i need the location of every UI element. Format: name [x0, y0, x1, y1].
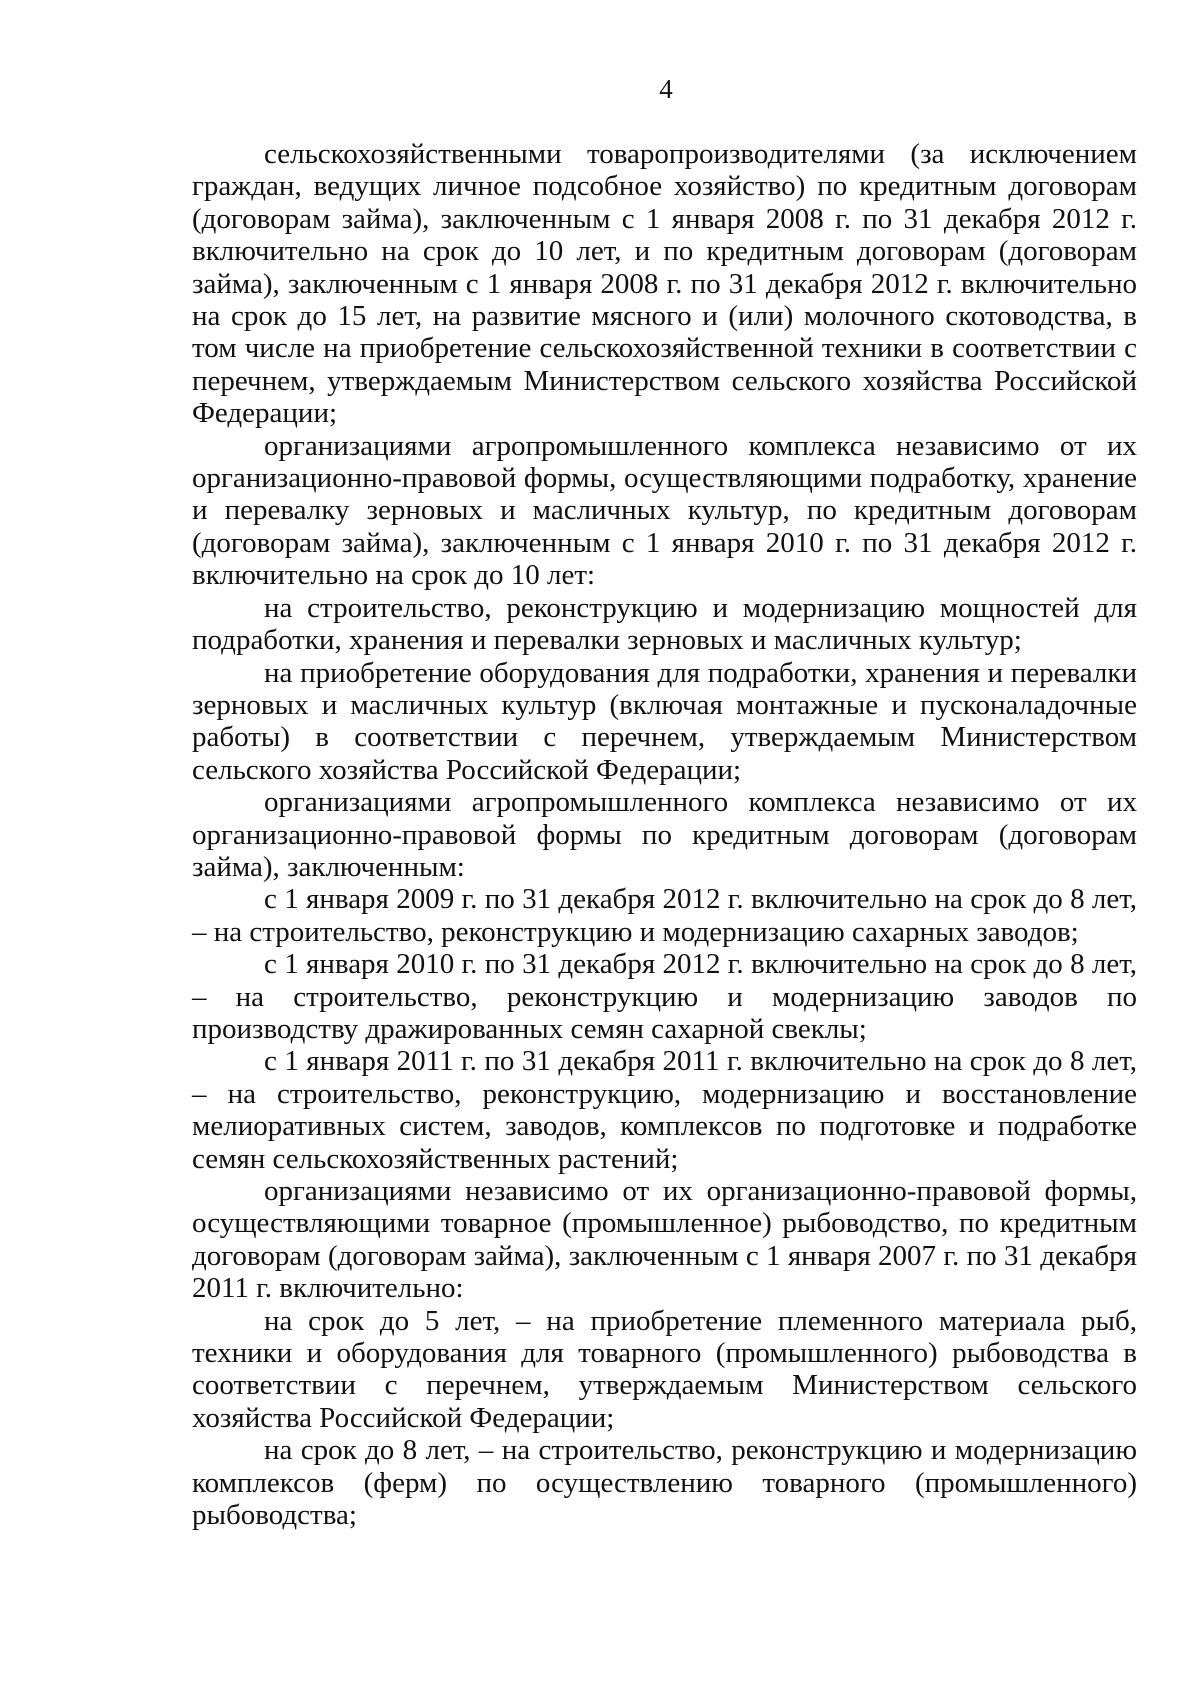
paragraph-1: сельскохозяйственными товаропроизводителями (за исключением граждан, ведущих личное подсобное хозяйство) по кредитным договорам (договорам займа), заключенным с 1 января 2008 г. по 31 декабря 2012 г. включительно на срок до 10 лет, и по кредитным договорам (договорам займа), заключенным с 1 января 2008 г. по 31 декабря 2012 г. включительно на срок до 15 лет, на развитие мясного и (или) молочного скотоводства, в том числе на приобретение сельскохозяйственной техники в соответствии с перечнем, утверждаемым Министерством сельского хозяйства Российской Федерации; — [192, 138, 1137, 430]
paragraph-3: на строительство, реконструкцию и модернизацию мощностей для подработки, хранения и перевалки зерновых и масличных культур; — [192, 591, 1137, 657]
paragraph-8: с 1 января 2011 г. по 31 декабря 2011 г. включительно на срок до 8 лет, – на строительство, реконструкцию, модернизацию и восстановление мелиоративных систем, заводов, комплексов по подготовке и подработке семян сельскохозяйственных растений; — [192, 1045, 1137, 1175]
page-number: 4 — [659, 74, 673, 104]
paragraph-9: организациями независимо от их организационно-правовой формы, осуществляющими товарное (промышленное) рыбоводство, по кредитным договорам (договорам займа), заключенным с 1 января 2007 г. по 31 декабря 2011 г. включительно: — [192, 1175, 1137, 1305]
paragraph-4: на приобретение оборудования для подработки, хранения и перевалки зерновых и масличных культур (включая монтажные и пусконаладочные работы) в соответствии с перечнем, утверждаемым Министерством сельского хозяйства Российской Федерации; — [192, 656, 1137, 786]
document-body — [192, 138, 1137, 1531]
paragraph-6: с 1 января 2009 г. по 31 декабря 2012 г. включительно на срок до 8 лет, – на строительство, реконструкцию и модернизацию сахарных заводов; — [192, 883, 1137, 948]
paragraph-2: организациями агропромышленного комплекса независимо от их организационно-правовой формы, осуществляющими подработку, хранение и перевалку зерновых и масличных культур, по кредитным договорам (договорам займа), заключенным с 1 января 2010 г. по 31 декабря 2012 г. включительно на срок до 10 лет: — [192, 429, 1137, 592]
paragraph-7: с 1 января 2010 г. по 31 декабря 2012 г. включительно на срок до 8 лет, – на строительство, реконструкцию и модернизацию заводов по производству дражированных семян сахарной свеклы; — [192, 948, 1137, 1045]
paragraph-5: организациями агропромышленного комплекса независимо от их организационно-правовой формы по кредитным договорам (договорам займа), заключенным: — [192, 786, 1137, 883]
paragraph-11: на срок до 8 лет, – на строительство, реконструкцию и модернизацию комплексов (ферм) по осуществлению товарного (промышленного) рыбоводства; — [192, 1434, 1137, 1532]
paragraph-10: на срок до 5 лет, – на приобретение племенного материала рыб, техники и оборудования для товарного (промышленного) рыбоводства в соответствии с перечнем, утверждаемым Министерством сельского хозяйства Российской Федерации; — [192, 1304, 1137, 1434]
